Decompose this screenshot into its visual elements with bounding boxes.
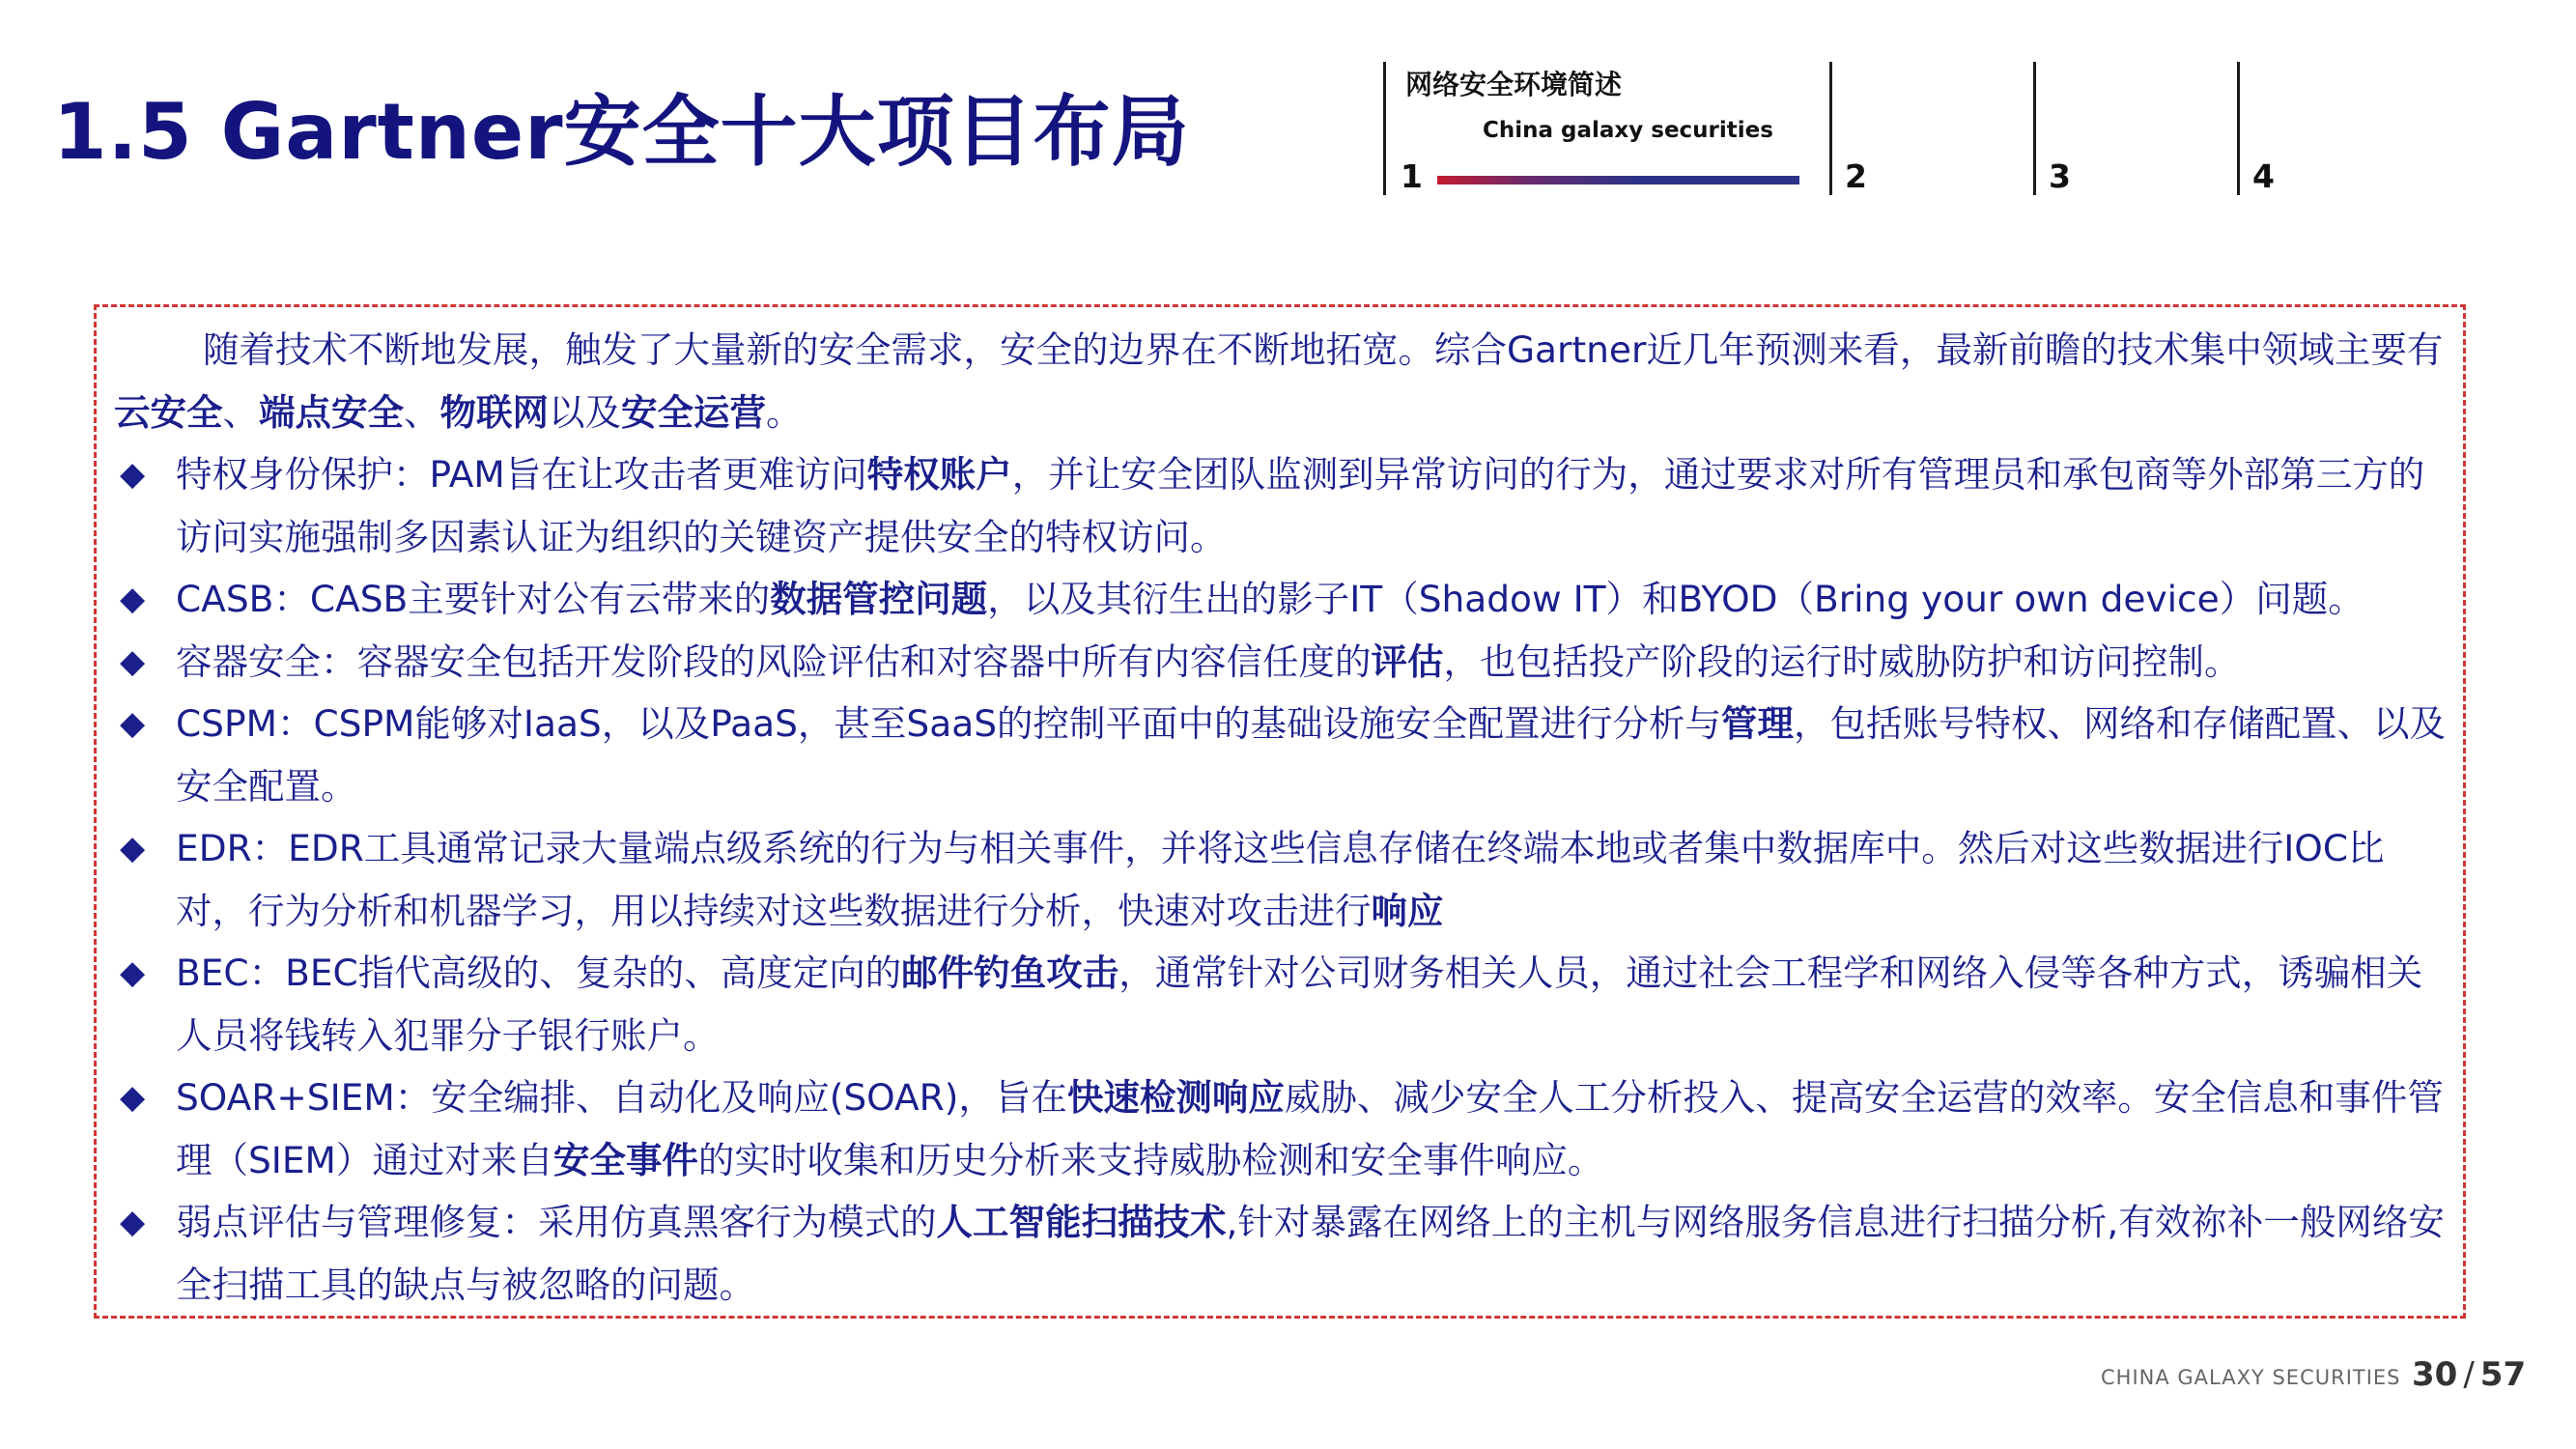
emphasis-text: 端点安全	[259, 390, 404, 434]
page-title: 1.5 Gartner安全十大项目布局	[53, 87, 1190, 177]
text-run: 的实时收集和历史分析来支持威胁检测和安全事件响应。	[697, 1138, 1604, 1181]
emphasis-text: 快速检测响应	[1066, 1076, 1285, 1119]
nav-section-4[interactable]: 4	[2252, 157, 2275, 195]
diamond-bullet-icon: ◆	[120, 829, 146, 867]
text-run: 弱点评估与管理修复：采用仿真黑客行为模式的	[176, 1201, 937, 1243]
emphasis-text: 邮件钓鱼攻击	[901, 952, 1119, 994]
emphasis-text: 管理	[1721, 702, 1794, 745]
list-item	[114, 1191, 2451, 1316]
emphasis-text: 人工智能扫描技术	[936, 1201, 1227, 1243]
list-item	[114, 817, 2451, 942]
emphasis-text: 评估	[1371, 639, 1444, 683]
nav-divider	[2033, 62, 2036, 195]
emphasis-text: 特权账户	[866, 453, 1012, 496]
text-run: ,针对暴露在网络上的主机与网络服务信息进行扫描分析,有效祢补一般网络安全扫描工具的缺点与被忽略的问题。	[176, 1201, 2445, 1306]
list-item	[114, 443, 2451, 568]
text-run: ，也包括投产阶段的运行时威胁防护和访问控制。	[1443, 639, 2241, 683]
diamond-bullet-icon: ◆	[120, 1203, 146, 1241]
text-run: ，通常针对公司财务相关人员，通过社会工程学和网络入侵等各种方式，诱骗相关人员将钱转入犯罪分子银行账户。	[176, 952, 2423, 1057]
page-number	[2412, 1355, 2526, 1394]
nav-section-title: 网络安全环境简述	[1405, 69, 1623, 100]
text-run: 以及	[549, 390, 621, 434]
nav-section-3[interactable]: 3	[2049, 157, 2071, 195]
nav-divider	[2237, 62, 2240, 195]
page-total: 57	[2479, 1355, 2527, 1394]
diamond-bullet-icon: ◆	[120, 580, 146, 618]
text-run: BEC：BEC指代高级的、复杂的、高度定向的	[176, 952, 902, 994]
diamond-bullet-icon: ◆	[120, 704, 146, 743]
text-run: CSPM：CSPM能够对IaaS，以及PaaS，甚至SaaS的控制平面中的基础设施安全配置进行分析与	[176, 702, 1721, 745]
nav-section-1[interactable]: 1	[1401, 157, 1423, 195]
page-current: 30	[2412, 1355, 2458, 1394]
emphasis-text: 物联网	[439, 390, 549, 434]
emphasis-text: 响应	[1371, 889, 1444, 932]
text-run: ，并让安全团队监测到异常访问的行为，通过要求对所有管理员和承包商等外部第三方的访问实施强制多因素认证为组织的关键资产提供安全的特权访问。	[176, 453, 2425, 558]
page-separator: /	[2463, 1355, 2475, 1394]
emphasis-text: 云安全	[114, 390, 223, 434]
list-item	[114, 693, 2451, 817]
text-run: EDR：EDR工具通常记录大量端点级系统的行为与相关事件，并将这些信息存储在终端本地或者集中数据库中。然后对这些数据进行IOC比对，行为分析和机器学习，用以持续对这些数据进行分析，快速对攻击进行	[176, 827, 2385, 932]
text-run: ，以及其衍生出的影子IT（Shadow IT）和BYOD（Bring your own device）问题。	[987, 578, 2364, 620]
text-run: SOAR+SIEM：安全编排、自动化及响应(SOAR)，旨在	[176, 1076, 1067, 1119]
text-run: 。	[766, 390, 803, 434]
nav-divider	[1383, 62, 1386, 195]
emphasis-text: 数据管控问题	[770, 578, 988, 620]
diamond-bullet-icon: ◆	[120, 641, 146, 681]
list-item	[114, 1066, 2451, 1191]
emphasis-text: 安全运营	[621, 390, 766, 434]
nav-subtitle: China galaxy securities	[1483, 118, 1773, 143]
bullet-list	[114, 443, 2451, 1316]
intro-paragraph	[114, 319, 2451, 443]
section-progress-bar	[1437, 176, 1799, 185]
emphasis-text: 安全事件	[552, 1138, 698, 1181]
text-run: 容器安全：容器安全包括开发阶段的风险评估和对容器中所有内容信任度的	[176, 639, 1372, 683]
nav-divider	[1829, 62, 1832, 195]
text-run: 特权身份保护：PAM旨在让攻击者更难访问	[176, 453, 867, 496]
text-run: 威胁、减少安全人工分析投入、提高安全运营的效率。安全信息和事件管理（SIEM）通过对来自	[176, 1076, 2444, 1181]
nav-section-2[interactable]: 2	[1845, 157, 1867, 195]
diamond-bullet-icon: ◆	[120, 455, 146, 494]
diamond-bullet-icon: ◆	[120, 1078, 146, 1117]
content-body	[114, 319, 2451, 1316]
diamond-bullet-icon: ◆	[120, 953, 146, 992]
text-run: 、	[404, 390, 440, 434]
list-item	[114, 942, 2451, 1066]
text-run: ，包括账号特权、网络和存储配置、以及安全配置。	[176, 702, 2446, 808]
list-item	[114, 568, 2451, 631]
text-run: 、	[222, 390, 259, 434]
list-item	[114, 631, 2451, 694]
footer-brand: CHINA GALAXY SECURITIES	[2101, 1366, 2401, 1389]
text-run: CASB：CASB主要针对公有云带来的	[176, 578, 771, 620]
text-run: 随着技术不断地发展，触发了大量新的安全需求，安全的边界在不断地拓宽。综合Gartner近几年预测来看，最新前瞻的技术集中领域主要有	[203, 328, 2444, 371]
